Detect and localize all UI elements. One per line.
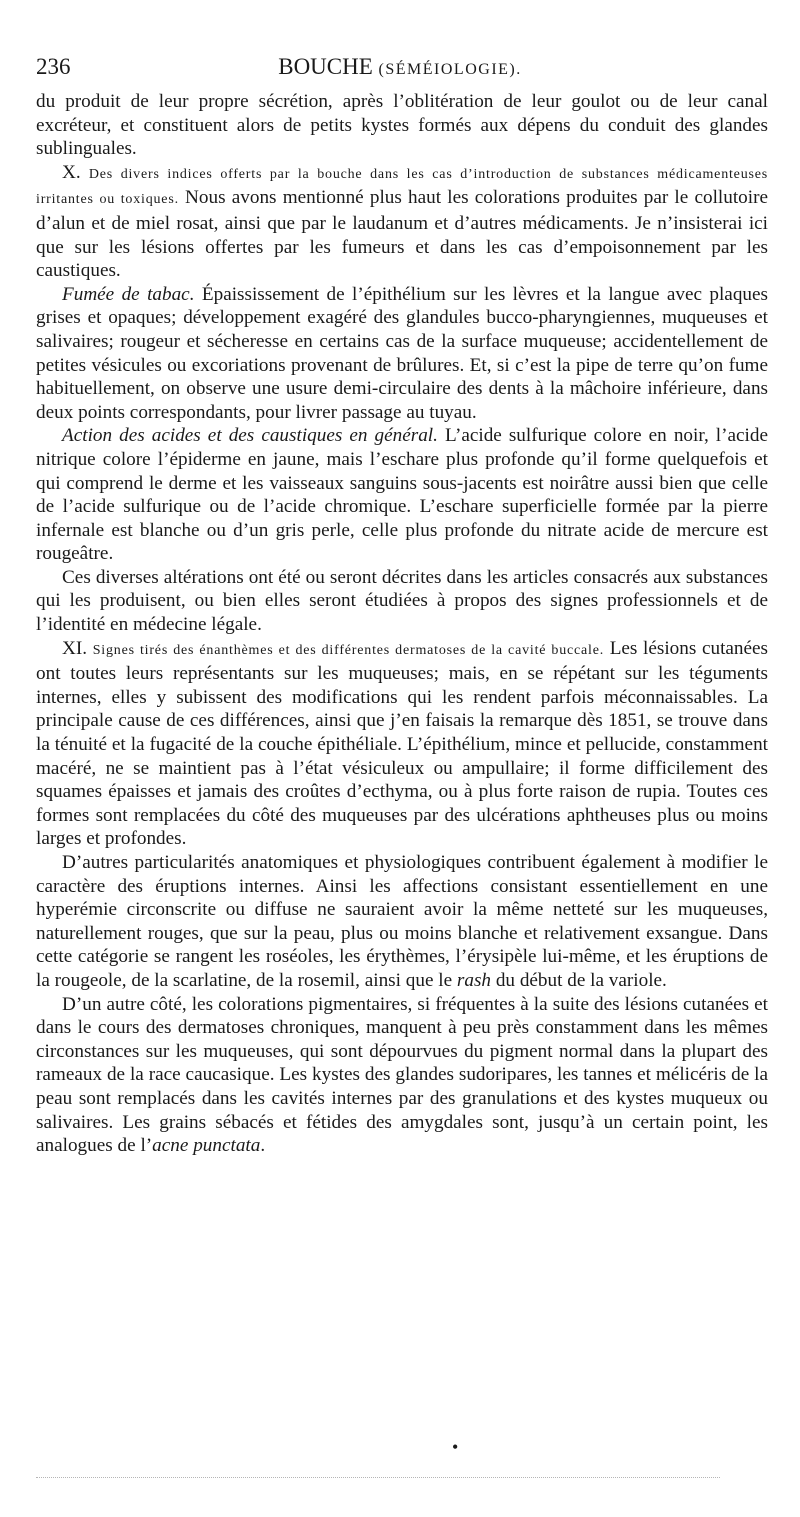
- paragraph-text: D’autres particularités anatomiques et physiologiques contribuent également à modifier le caractère des éruptions internes. Ainsi les affections consistant essentiellement en une hyperémie circonscrite ou diffuse ne sauraient avoir la même netteté sur les muqueuses, naturellement rouges, que sur la peau, plus ou moins blanche et relativement exsangue. Dans cette catégorie se rangent les roséoles, les érythèmes, l’érysipèle lui-même, et les éruptions de la rougeole, de la scarlatine, de la rosemil, ainsi que le: [36, 852, 768, 991]
- running-head-subtitle: (SÉMÉIOLOGIE).: [378, 61, 522, 78]
- section-number: X.: [62, 161, 89, 183]
- paragraph-text: l’: [140, 1135, 153, 1157]
- section-body: Nous avons mentionné plus haut les colorations produites par le collutoire d’alun et de miel rosat, ainsi que par le laudanum et d’autres médicaments. Je n’insisterai ici que sur les lésions offertes par les fumeurs et dans les cas d’empoisonnement par les caustiques.: [36, 187, 768, 282]
- section-heading: Des divers indices offerts par la bouche dans les cas d’introduction de substances médicamenteuses irritantes ou toxiques.: [36, 166, 769, 208]
- section-number: XI.: [62, 637, 93, 659]
- tobacco-paragraph: [36, 283, 768, 425]
- running-head-title: BOUCHE: [278, 54, 373, 79]
- italic-term: rash: [456, 969, 492, 991]
- paragraph: Ces diverses altérations ont été ou seront décrites dans les articles consacrés aux substances qui les produisent, ou bien elles seront étudiées à propos des signes professionnels et de l’identité en médecine légale.: [36, 566, 768, 636]
- paragraph-body: Épaississement de l’épithélium sur les lèvres et la langue avec plaques grises et opaques; développement exagéré des glandules bucco-pharyngiennes, muqueuses et salivaires; rougeur et sécheresse en certains cas de la surface muqueuse; accidentellement de petites vésicules ou excoriations provenant de brûlures. Et, si c’est la pipe de terre qu’on fume habituellement, on observe une usure demi-circulaire des dents à la mâchoire inférieure, dans deux points correspondants, pour livrer passage au tuyau.: [36, 283, 768, 423]
- paragraph-continuation: du produit de leur propre sécrétion, après l’oblitération de leur goulot ou de leur canal excréteur, et constituent alors de petits kystes formés aux dépens du conduit des glandes sublinguales.: [36, 91, 768, 160]
- running-head: [36, 54, 764, 80]
- run-in-title: Fumée de tabac.: [62, 283, 195, 305]
- italic-term: acne punctata: [152, 1135, 261, 1157]
- paragraph-text: du début de la variole.: [491, 969, 667, 991]
- acids-paragraph: [36, 424, 768, 566]
- run-in-title: Action des acides et des caustiques en général.: [62, 425, 438, 447]
- section-heading: Signes tirés des énanthèmes et des différentes dermatoses de la cavité buccale.: [92, 642, 605, 658]
- section-body: Les lésions cutanées ont toutes leurs représentants sur les muqueuses; mais, en se répétant sur les téguments internes, elles y subissent des modifications qui les rendent parfois méconnaissables. La principale cause de ces différences, ainsi que j’en faisais la remarque dès 1851, se trouve dans la ténuité et la fugacité de la couche épithéliale. L’épithélium, mince et pellucide, constamment macéré, ne se maintient pas à l’état vésiculeux ou ampullaire; il forme difficilement des squames épaisses et jamais des croûtes d’ecthyma, ou à plus forte raison de rupia. Toutes ces formes sont remplacées du côté des muqueuses par des ulcérations aphtheuses plus ou moins larges et profondes.: [36, 637, 769, 850]
- section-x-paragraph: [36, 161, 768, 283]
- page-number: 236: [36, 54, 71, 79]
- section-xi-paragraph: [36, 637, 768, 851]
- body-text: [36, 90, 768, 1158]
- paragraph-text: .: [260, 1135, 266, 1157]
- paragraph: [36, 851, 768, 993]
- bottom-rule: [36, 1477, 720, 1478]
- footer-mark: •: [452, 1437, 459, 1457]
- paragraph: [36, 993, 768, 1158]
- paragraph-body: L’acide sulfurique colore en noir, l’acide nitrique colore l’épiderme en jaune, mais l’eschare plus profonde qu’il forme quelquefois et qui comprend le derme et les vaisseaux sanguins sous-jacents est noirâtre aussi bien que celle de l’acide sulfurique ou de l’acide chromique. L’eschare superficielle formée par la pierre infernale est blanche ou d’un gris perle, celle plus profonde du nitrate acide de mercure est rougeâtre.: [36, 425, 768, 565]
- paragraph-text: D’un autre côté, les colorations pigmentaires, si fréquentes à la suite des lésions cutanées et dans le cours des dermatoses chroniques, manquent à peu près constamment dans les mêmes circonstances sur les muqueuses, qui sont dépourvues du pigment normal dans la plupart des rameaux de la race caucasique. Les kystes des glandes sudoripares, les tannes et mélicéris de la peau sont remplacés dans les cavités internes par des granulations et des kystes muqueux ou salivaires. Les grains sébacés et fétides des amygdales sont, jusqu’à un certain point, les analogues de: [36, 993, 768, 1157]
- page-header: [36, 54, 764, 90]
